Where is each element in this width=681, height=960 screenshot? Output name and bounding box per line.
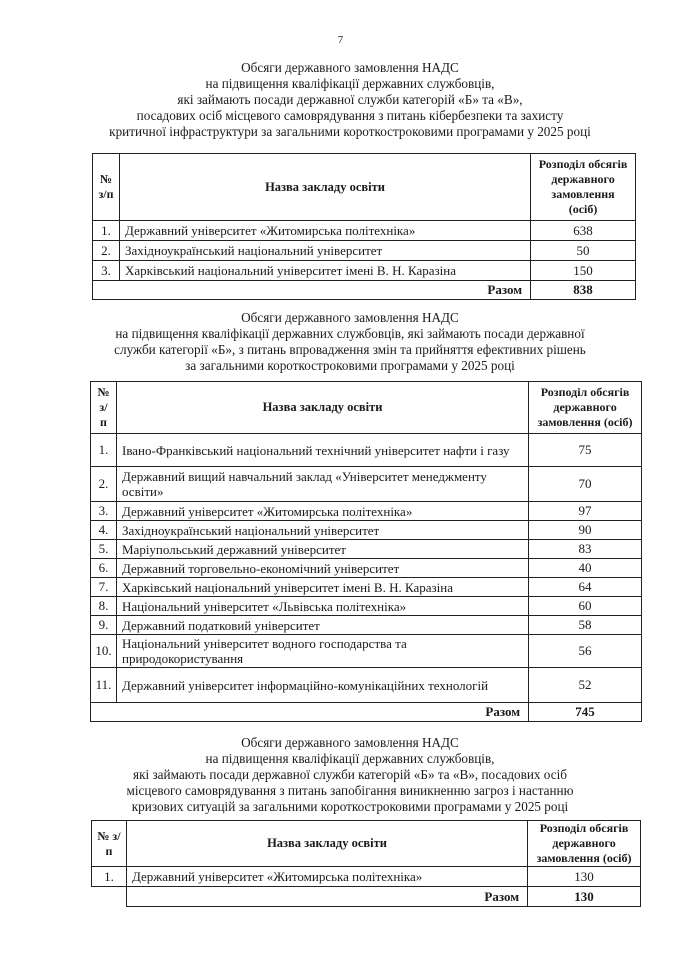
table-row xyxy=(91,467,642,502)
row-name: Івано-Франківський національний технічний університет нафти і газу xyxy=(116,434,528,467)
heading-line: місцевого самоврядування з питань запобігання виникненню загроз і настанню xyxy=(126,783,574,798)
table-row xyxy=(91,668,642,703)
heading-line: Обсяги державного замовлення НАДС xyxy=(241,735,459,750)
row-num: 2. xyxy=(93,241,120,261)
row-value: 130 xyxy=(528,867,641,887)
heading-line: які займають посади державної служби категорій «Б» та «В», xyxy=(177,92,523,107)
row-num: 3. xyxy=(91,502,117,521)
row-name: Західноукраїнський національний університет xyxy=(119,241,530,261)
row-value: 58 xyxy=(529,616,642,635)
row-num: 1. xyxy=(93,221,120,241)
row-value: 83 xyxy=(529,540,642,559)
col-header-num: № з/п xyxy=(92,821,127,867)
row-num: 9. xyxy=(91,616,117,635)
total-row xyxy=(93,281,636,300)
row-num: 8. xyxy=(91,597,117,616)
row-value: 56 xyxy=(529,635,642,668)
col-header-value: Розподіл обсягів державного замовлення (осіб) xyxy=(529,382,642,434)
row-value: 40 xyxy=(529,559,642,578)
heading-line: на підвищення кваліфікації державних службовців, які займають посади державної xyxy=(115,326,585,341)
row-value: 638 xyxy=(531,221,636,241)
section-1-heading xyxy=(40,60,660,140)
row-name: Державний вищий навчальний заклад «Університет менеджменту освіти» xyxy=(116,467,528,502)
row-value: 97 xyxy=(529,502,642,521)
row-name: Національний університет водного господарства та природокористування xyxy=(116,635,528,668)
table-row xyxy=(91,540,642,559)
heading-line: Обсяги державного замовлення НАДС xyxy=(241,310,459,325)
row-name: Маріупольський державний університет xyxy=(116,540,528,559)
row-name: Національний університет «Львівська політехніка» xyxy=(116,597,528,616)
col-header-num: № з/п xyxy=(91,382,117,434)
heading-line: які займають посади державної служби категорій «Б» та «В», посадових осіб xyxy=(133,767,567,782)
total-row xyxy=(91,703,642,722)
row-name: Харківський національний університет імені В. Н. Каразіна xyxy=(116,578,528,597)
heading-line: Обсяги державного замовлення НАДС xyxy=(241,60,459,75)
section-2-table xyxy=(90,381,642,722)
table-row xyxy=(91,635,642,668)
table-row xyxy=(93,221,636,241)
table-row xyxy=(91,521,642,540)
row-name: Західноукраїнський національний університет xyxy=(116,521,528,540)
heading-line: на підвищення кваліфікації державних службовців, xyxy=(205,76,495,91)
row-name: Харківський національний університет імені В. Н. Каразіна xyxy=(119,261,530,281)
col-header-name: Назва закладу освіти xyxy=(116,382,528,434)
table-row xyxy=(91,502,642,521)
row-num: 4. xyxy=(91,521,117,540)
total-label: Разом xyxy=(93,281,531,300)
heading-line: на підвищення кваліфікації державних службовців, xyxy=(205,751,495,766)
row-value: 52 xyxy=(529,668,642,703)
section-1-table xyxy=(92,153,636,300)
table-row xyxy=(91,597,642,616)
heading-line: служби категорії «Б», з питань впровадження змін та прийняття ефективних рішень xyxy=(114,342,586,357)
section-3-heading xyxy=(40,735,660,815)
row-name: Державний податковий університет xyxy=(116,616,528,635)
row-value: 90 xyxy=(529,521,642,540)
row-value: 60 xyxy=(529,597,642,616)
total-label: Разом xyxy=(126,887,527,907)
row-num: 11. xyxy=(91,668,117,703)
blank-cell xyxy=(92,887,127,907)
row-name: Державний університет інформаційно-комунікаційних технологій xyxy=(116,668,528,703)
section-3-table xyxy=(91,820,641,907)
row-num: 5. xyxy=(91,540,117,559)
row-num: 1. xyxy=(92,867,127,887)
row-name: Державний університет «Житомирська політехніка» xyxy=(116,502,528,521)
row-num: 6. xyxy=(91,559,117,578)
row-name: Державний університет «Житомирська політехніка» xyxy=(119,221,530,241)
row-value: 150 xyxy=(531,261,636,281)
row-value: 75 xyxy=(529,434,642,467)
row-num: 3. xyxy=(93,261,120,281)
total-row xyxy=(92,887,641,907)
row-value: 50 xyxy=(531,241,636,261)
col-header-name: Назва закладу освіти xyxy=(126,821,527,867)
total-value: 745 xyxy=(529,703,642,722)
total-value: 130 xyxy=(528,887,641,907)
heading-line: за загальними короткостроковими програмами у 2025 році xyxy=(185,358,515,373)
table-row xyxy=(91,559,642,578)
row-num: 7. xyxy=(91,578,117,597)
col-header-num: № з/п xyxy=(93,154,120,221)
row-num: 1. xyxy=(91,434,117,467)
table-row xyxy=(91,616,642,635)
page-number: 7 xyxy=(337,34,344,46)
row-name: Державний університет «Житомирська політехніка» xyxy=(126,867,527,887)
table-row xyxy=(91,434,642,467)
row-num: 10. xyxy=(91,635,117,668)
heading-line: критичної інфраструктури за загальними короткостроковими програмами у 2025 році xyxy=(109,124,591,139)
section-2-heading xyxy=(40,310,660,374)
table-row xyxy=(91,578,642,597)
heading-line: кризових ситуацій за загальними короткостроковими програмами у 2025 році xyxy=(131,799,569,814)
total-label: Разом xyxy=(91,703,529,722)
total-value: 838 xyxy=(531,281,636,300)
table-row xyxy=(92,867,641,887)
col-header-name: Назва закладу освіти xyxy=(119,154,530,221)
row-num: 2. xyxy=(91,467,117,502)
col-header-value: Розподіл обсягів державного замовлення (осіб) xyxy=(528,821,641,867)
row-name: Державний торговельно-економічний університет xyxy=(116,559,528,578)
table-row xyxy=(93,241,636,261)
row-value: 64 xyxy=(529,578,642,597)
col-header-value: Розподіл обсягів державного замовлення (осіб) xyxy=(531,154,636,221)
heading-line: посадових осіб місцевого самоврядування з питань кібербезпеки та захисту xyxy=(136,108,564,123)
table-row xyxy=(93,261,636,281)
row-value: 70 xyxy=(529,467,642,502)
